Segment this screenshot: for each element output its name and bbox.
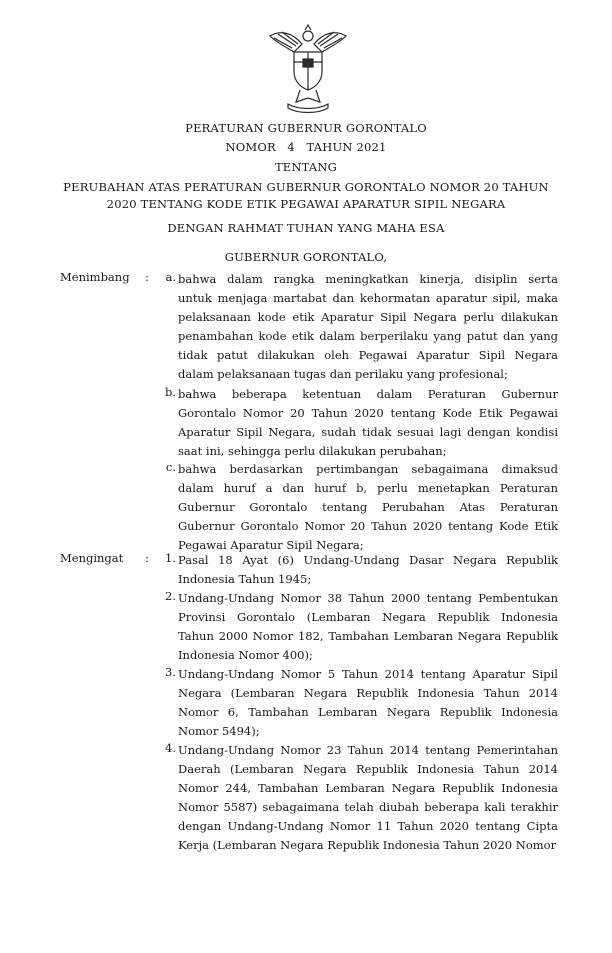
mengingat-item-line: Undang-Undang Nomor 23 Tahun 2014 tentang Pemerintahan [178, 743, 558, 757]
menimbang-item-line: saat ini, sehingga perlu dilakukan perubahan; [178, 444, 447, 458]
menimbang-item-line: Gorontalo Nomor 20 Tahun 2020 tentang Kode Etik Pegawai [178, 406, 558, 420]
mengingat-item-line: Indonesia Tahun 1945; [178, 572, 312, 586]
mengingat-item-line: Undang-Undang Nomor 38 Tahun 2000 tentang Pembentukan [178, 591, 558, 605]
mengingat-item-line: Nomor 6, Tambahan Lembaran Negara Republik Indonesia [178, 705, 558, 719]
menimbang-item-line: dalam pelaksanaan tugas dan perilaku yang profesional; [178, 367, 508, 381]
mengingat-item-line: Undang-Undang Nomor 5 Tahun 2014 tentang Aparatur Sipil [178, 667, 558, 681]
mengingat-item [178, 665, 558, 741]
mengingat-item-line: Nomor 5494); [178, 724, 260, 738]
mengingat-item [178, 741, 558, 855]
menimbang-item-marker: b. [164, 385, 176, 399]
menimbang-item [178, 460, 558, 555]
regulation-title: PERATURAN GUBERNUR GORONTALO [185, 121, 427, 135]
mengingat-item-line: Tahun 2000 Nomor 182, Tambahan Lembaran Negara Republik [178, 629, 558, 643]
menimbang-item-line: bahwa dalam rangka meningkatkan kinerja, disiplin serta [178, 272, 558, 286]
menimbang-item-line: Aparatur Sipil Negara, sudah tidak sesuai lagi dengan kondisi [178, 425, 558, 439]
menimbang-item [178, 385, 558, 461]
menimbang-label: Menimbang [60, 270, 130, 284]
governor-heading: GUBERNUR GORONTALO, [224, 250, 388, 264]
mengingat-item-line: dengan Undang-Undang Nomor 11 Tahun 2020 tentang Cipta [178, 819, 558, 833]
regulation-number: NOMOR 4 TAHUN 2021 [225, 140, 387, 154]
menimbang-item-line: tidak patut dilakukan oleh Pegawai Aparatur Sipil Negara [178, 348, 558, 362]
mengingat-item-marker: 3. [165, 665, 176, 679]
mengingat-label: Mengingat [60, 551, 124, 565]
menimbang-item-line: Gubernur Gorontalo Nomor 20 Tahun 2020 tentang Kode Etik [178, 519, 558, 533]
menimbang-item-line: untuk menjaga martabat dan kehormatan aparatur sipil, maka [178, 291, 558, 305]
subject-line-2: 2020 TENTANG KODE ETIK PEGAWAI APARATUR SIPIL NEGARA [106, 197, 506, 211]
menimbang-item-line: bahwa berdasarkan pertimbangan sebagaimana dimaksud [178, 462, 558, 476]
preamble-rahmat: DENGAN RAHMAT TUHAN YANG MAHA ESA [167, 221, 445, 235]
mengingat-item [178, 551, 558, 589]
mengingat-item-line: Indonesia Nomor 400); [178, 648, 313, 662]
mengingat-item-line: Pasal 18 Ayat (6) Undang-Undang Dasar Negara Republik [178, 553, 558, 567]
menimbang-item-marker: a. [165, 270, 176, 284]
menimbang-item-marker: c. [165, 460, 176, 474]
mengingat-item-line: Daerah (Lembaran Negara Republik Indonesia Tahun 2014 [178, 762, 558, 776]
subject-line-1: PERUBAHAN ATAS PERATURAN GUBERNUR GORONTALO NOMOR 20 TAHUN [63, 180, 549, 194]
mengingat-item-line: Nomor 5587) sebagaimana telah diubah beberapa kali terakhir [178, 800, 558, 814]
mengingat-item-line: Kerja (Lembaran Negara Republik Indonesia Tahun 2020 Nomor [178, 838, 557, 852]
about-heading: TENTANG [274, 160, 338, 174]
mengingat-item-line: Negara (Lembaran Negara Republik Indonesia Tahun 2014 [178, 686, 558, 700]
menimbang-item [178, 270, 558, 384]
garuda-emblem-icon [262, 22, 354, 114]
mengingat-item-line: Provinsi Gorontalo (Lembaran Negara Republik Indonesia [178, 610, 558, 624]
mengingat-item [178, 589, 558, 665]
mengingat-colon: : [145, 551, 149, 565]
mengingat-item-marker: 2. [165, 589, 176, 603]
menimbang-item-line: dalam huruf a dan huruf b, perlu menetapkan Peraturan [178, 481, 558, 495]
menimbang-colon: : [145, 270, 149, 284]
menimbang-item-line: Pegawai Aparatur Sipil Negara; [178, 538, 364, 552]
menimbang-item-line: pelaksanaan kode etik Aparatur Sipil Negara perlu dilakukan [178, 310, 558, 324]
mengingat-item-marker: 1. [165, 551, 176, 565]
menimbang-item-line: Gubernur Gorontalo tentang Perubahan Atas Peraturan [178, 500, 558, 514]
mengingat-item-marker: 4. [165, 741, 176, 755]
mengingat-item-line: Nomor 244, Tambahan Lembaran Negara Republik Indonesia [178, 781, 558, 795]
menimbang-item-line: bahwa beberapa ketentuan dalam Peraturan Gubernur [178, 387, 558, 401]
menimbang-item-line: penambahan kode etik dalam berperilaku yang patut dan yang [178, 329, 558, 343]
